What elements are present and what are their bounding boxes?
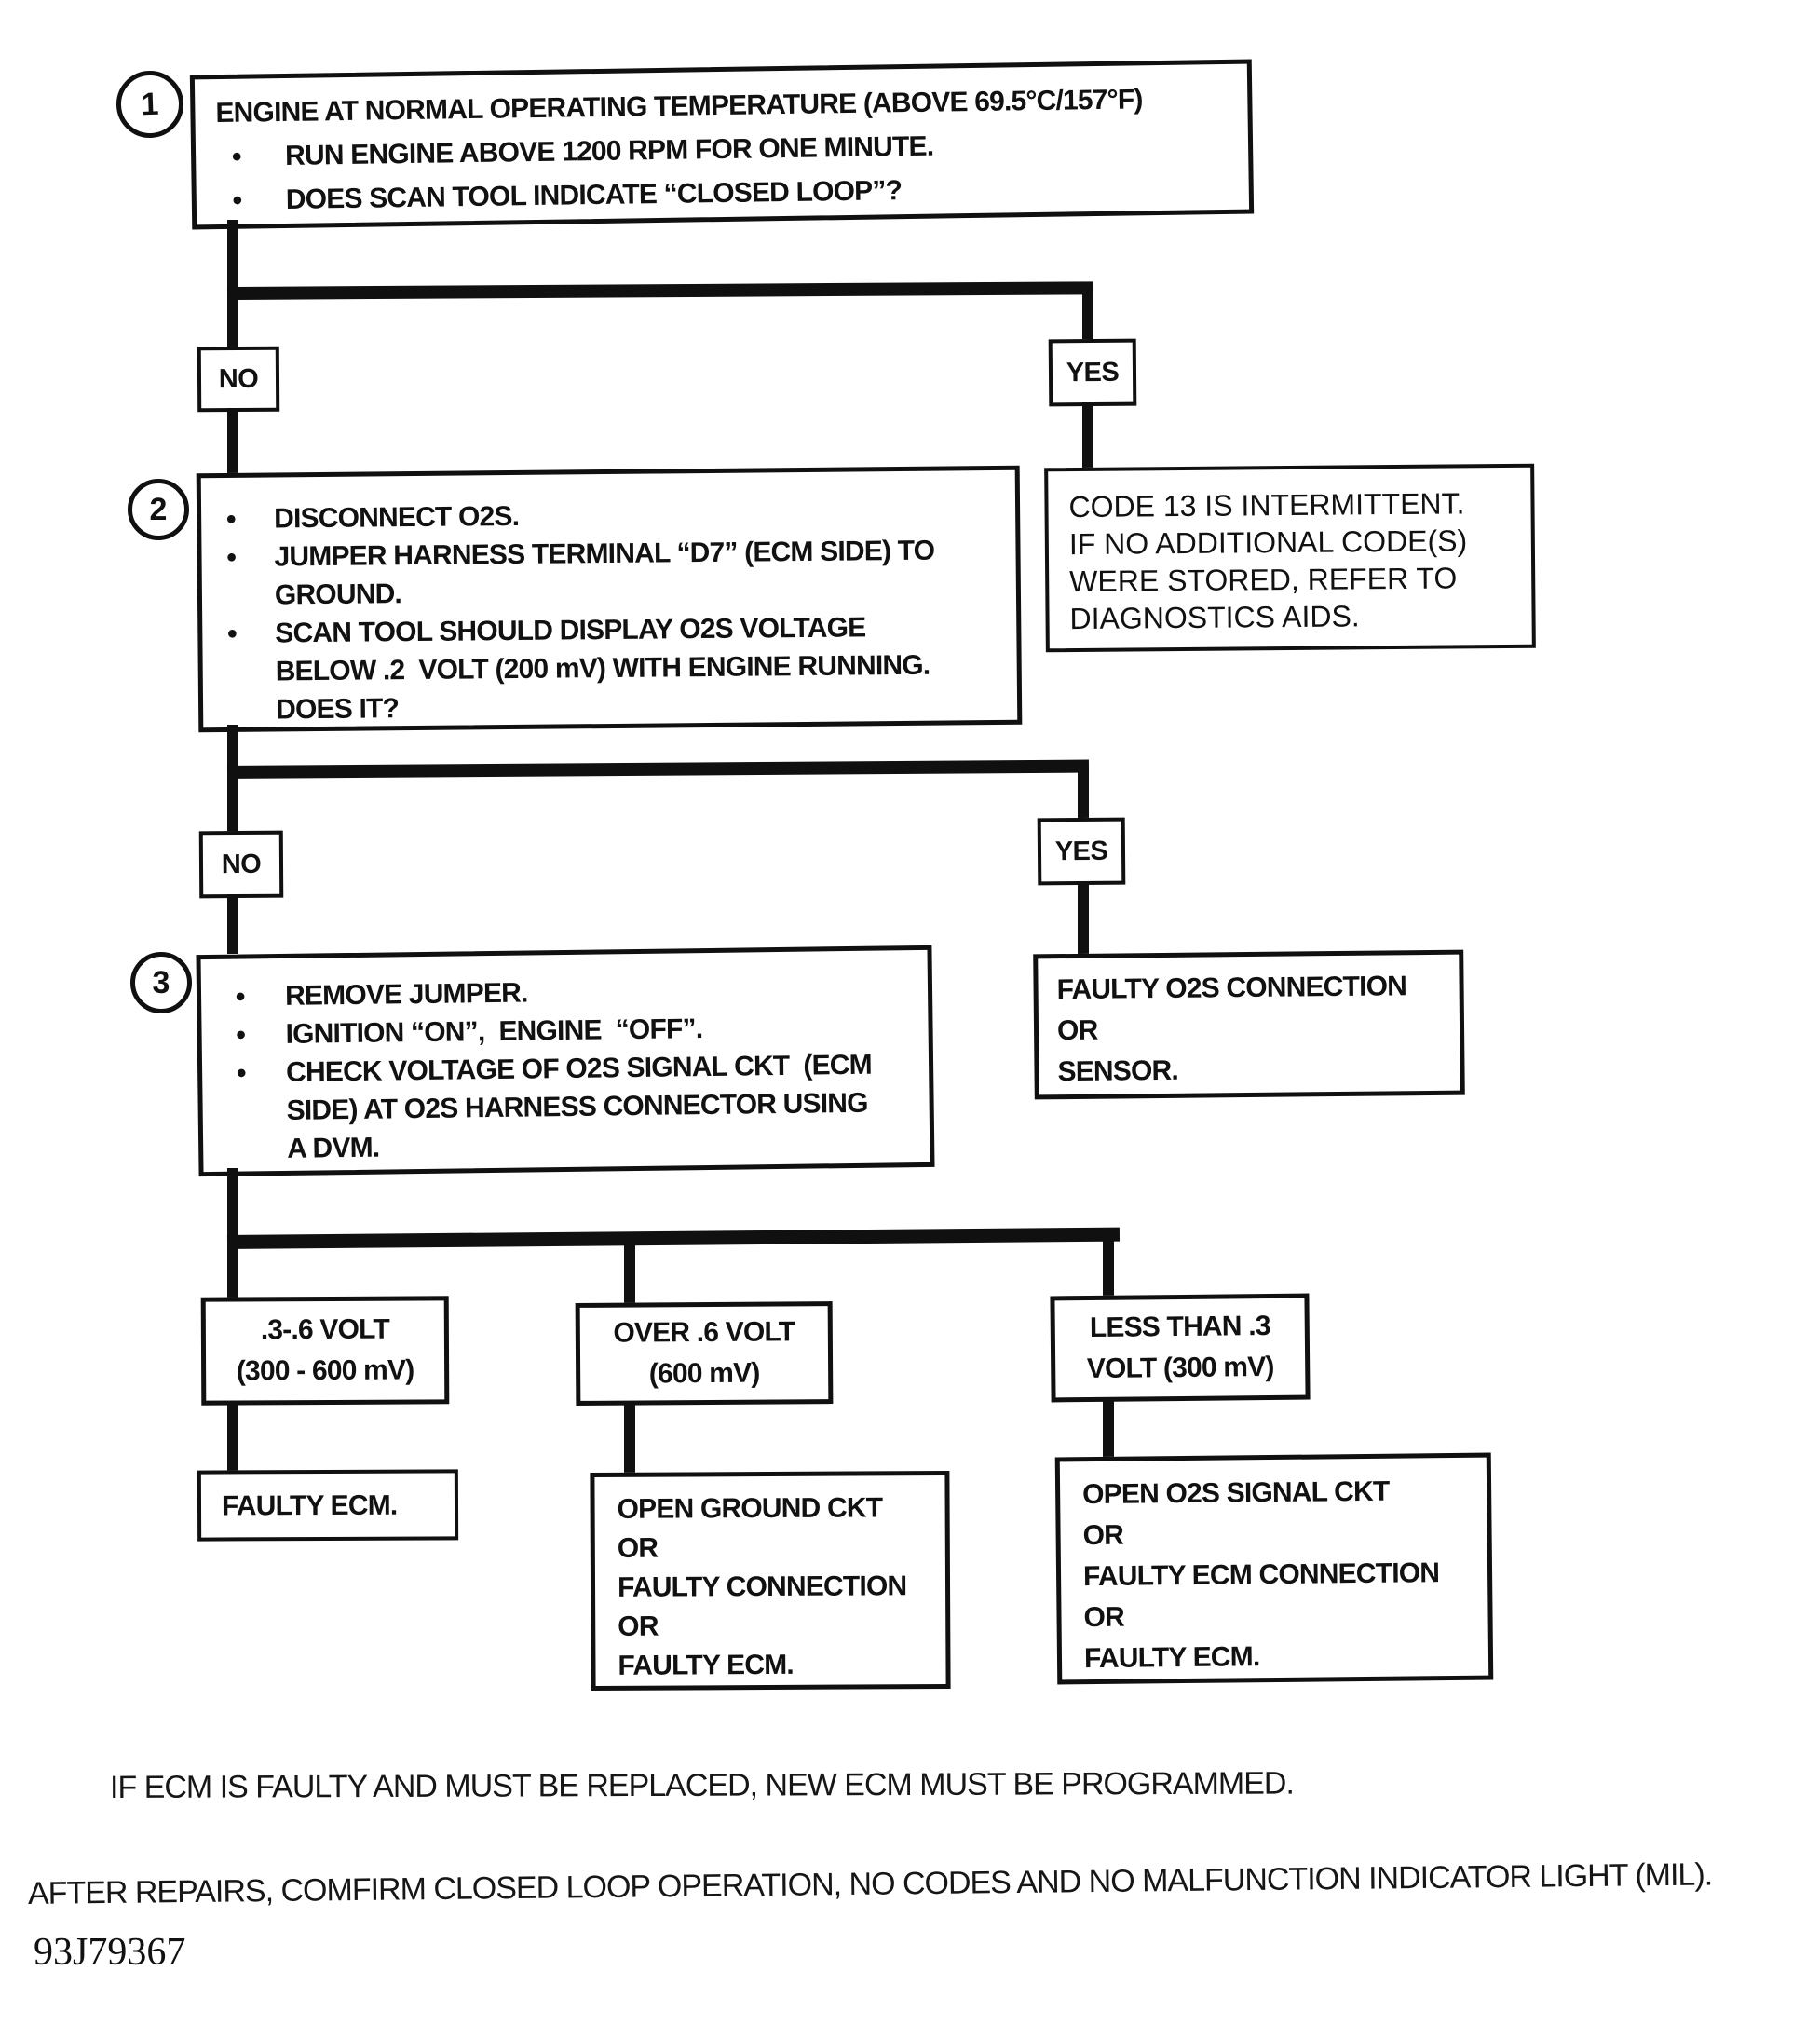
connector-volt-high-drop (624, 1401, 635, 1475)
result-faulty-ecm-box (197, 1469, 458, 1541)
footer-note-2: AFTER REPAIRS, COMFIRM CLOSED LOOP OPERATION, NO CODES AND NO MALFUNCTION INDICATOR LIGHT (MIL). (27, 1856, 1713, 1911)
result-open-ground-line-2: OR (617, 1532, 659, 1564)
bullet-icon: ● (226, 622, 238, 644)
bullet-icon: ● (235, 1062, 248, 1083)
figure-id: 93J79367 (34, 1931, 186, 1974)
code-13-line-4: DIAGNOSTICS AIDS. (1069, 599, 1360, 636)
result-open-signal-line-3: FAULTY ECM CONNECTION (1082, 1557, 1440, 1593)
voltage-300-600-line-2: (300 - 600 mV) (236, 1354, 414, 1387)
result-open-ground-line-5: FAULTY ECM. (618, 1649, 794, 1681)
footer-note-1: IF ECM IS FAULTY AND MUST BE REPLACED, NEW ECM MUST BE PROGRAMMED. (109, 1765, 1294, 1805)
step-1-number: 1 (140, 86, 160, 122)
connector-branch3-horizontal (227, 1228, 1120, 1249)
branch-1-yes-label: YES (1049, 339, 1137, 407)
step-2-bullet-3-line-2: BELOW .2 VOLT (200 mV) WITH ENGINE RUNNING. (275, 649, 930, 687)
step-3-bullet-2: IGNITION “ON”, ENGINE “OFF”. (285, 1013, 703, 1050)
result-open-ground-line-1: OPEN GROUND CKT (617, 1492, 883, 1525)
step-2-bullet-3-line-1: SCAN TOOL SHOULD DISPLAY O2S VOLTAGE (275, 612, 866, 649)
step-3-bullet-3-line-1: CHECK VOLTAGE OF O2S SIGNAL CKT (ECM (285, 1049, 873, 1088)
result-faulty-ecm-line-1: FAULTY ECM. (221, 1489, 398, 1521)
voltage-over-600-box (576, 1301, 834, 1406)
voltage-less-300-line-2: VOLT (300 mV) (1086, 1351, 1274, 1385)
connector-branch3-right-drop (1103, 1237, 1114, 1298)
result-open-signal-line-1: OPEN O2S SIGNAL CKT (1081, 1475, 1390, 1511)
bullet-icon: ● (225, 546, 238, 567)
faulty-o2s-line-1: FAULTY O2S CONNECTION (1056, 971, 1407, 1006)
step-3-bullet-1: REMOVE JUMPER. (284, 977, 528, 1012)
code-13-line-2: IF NO ADDITIONAL CODE(S) (1068, 523, 1468, 562)
bullet-icon: ● (230, 145, 243, 167)
voltage-300-600-box (201, 1296, 450, 1405)
step-1-bullet-1: RUN ENGINE ABOVE 1200 RPM FOR ONE MINUTE. (284, 130, 934, 171)
connector-step1-spine (227, 220, 238, 350)
voltage-over-600-line-2: (600 mV) (648, 1357, 760, 1390)
connector-branch1-yes-drop (1082, 289, 1093, 343)
voltage-less-300-box (1050, 1294, 1310, 1403)
connector-branch2-yes-drop (1078, 768, 1089, 822)
connector-branch3-mid-drop (624, 1244, 635, 1306)
branch-1-no-label: NO (197, 347, 279, 413)
bullet-icon: ● (234, 986, 247, 1007)
step-1-heading: ENGINE AT NORMAL OPERATING TEMPERATURE (ABOVE 69.5°C/157°F) (215, 84, 1143, 129)
result-open-ground-line-4: OR (618, 1611, 659, 1642)
connector-branch1-horizontal (227, 281, 1093, 300)
step-3-bullet-3-line-3: A DVM. (286, 1132, 380, 1164)
connector-yes2-to-faulty-o2s (1078, 881, 1089, 956)
step-1-box (190, 60, 1254, 230)
connector-volt-low-drop (1103, 1397, 1114, 1459)
voltage-300-600-line-1: .3-.6 VOLT (260, 1313, 390, 1346)
step-1-circle (115, 70, 184, 139)
step-3-circle (130, 952, 192, 1013)
branch-2-yes-label: YES (1038, 818, 1126, 886)
voltage-over-600-line-1: OVER .6 VOLT (613, 1316, 795, 1349)
step-2-bullet-3-line-3: DOES IT? (275, 693, 400, 726)
step-3-box (196, 945, 934, 1176)
connector-branch2-horizontal (227, 760, 1089, 779)
code-13-line-3: WERE STORED, REFER TO (1069, 561, 1458, 599)
faulty-o2s-line-3: SENSOR. (1057, 1054, 1179, 1088)
voltage-less-300-line-1: LESS THAN .3 (1089, 1310, 1270, 1344)
result-open-signal-line-4: OR (1083, 1601, 1125, 1634)
faulty-o2s-line-2: OR (1056, 1014, 1098, 1047)
step-2-circle (128, 479, 189, 540)
step-2-bullet-2-line-2: GROUND. (274, 578, 402, 611)
code-13-intermittent-box (1044, 464, 1536, 653)
connector-step2-spine (227, 725, 238, 835)
connector-volt-mid-drop (227, 1401, 238, 1474)
branch-2-no-label: NO (199, 831, 284, 899)
step-3-number: 3 (152, 964, 170, 1000)
bullet-icon: ● (231, 189, 244, 211)
result-open-signal-line-2: OR (1082, 1519, 1124, 1552)
step-2-bullet-1: DISCONNECT O2S. (273, 500, 520, 535)
result-open-ground-line-3: FAULTY CONNECTION (617, 1570, 907, 1603)
connector-no2-to-step3 (227, 894, 238, 954)
result-open-signal-box (1055, 1453, 1494, 1685)
result-open-ground-box (590, 1471, 950, 1691)
faulty-o2s-connection-box (1033, 950, 1465, 1100)
step-2-number: 2 (149, 491, 168, 527)
step-2-box (197, 466, 1023, 732)
step-1-bullet-2: DOES SCAN TOOL INDICATE “CLOSED LOOP”? (285, 175, 903, 215)
result-open-signal-line-5: FAULTY ECM. (1083, 1641, 1260, 1675)
connector-yes1-to-code13 (1082, 402, 1093, 469)
step-3-bullet-3-line-2: SIDE) AT O2S HARNESS CONNECTOR USING (286, 1087, 868, 1126)
step-2-bullet-2-line-1: JUMPER HARNESS TERMINAL “D7” (ECM SIDE) TO (274, 535, 935, 573)
bullet-icon: ● (235, 1024, 247, 1045)
connector-no1-to-step2 (227, 408, 238, 473)
code-13-line-1: CODE 13 IS INTERMITTENT. (1068, 486, 1465, 524)
bullet-icon: ● (225, 508, 238, 529)
